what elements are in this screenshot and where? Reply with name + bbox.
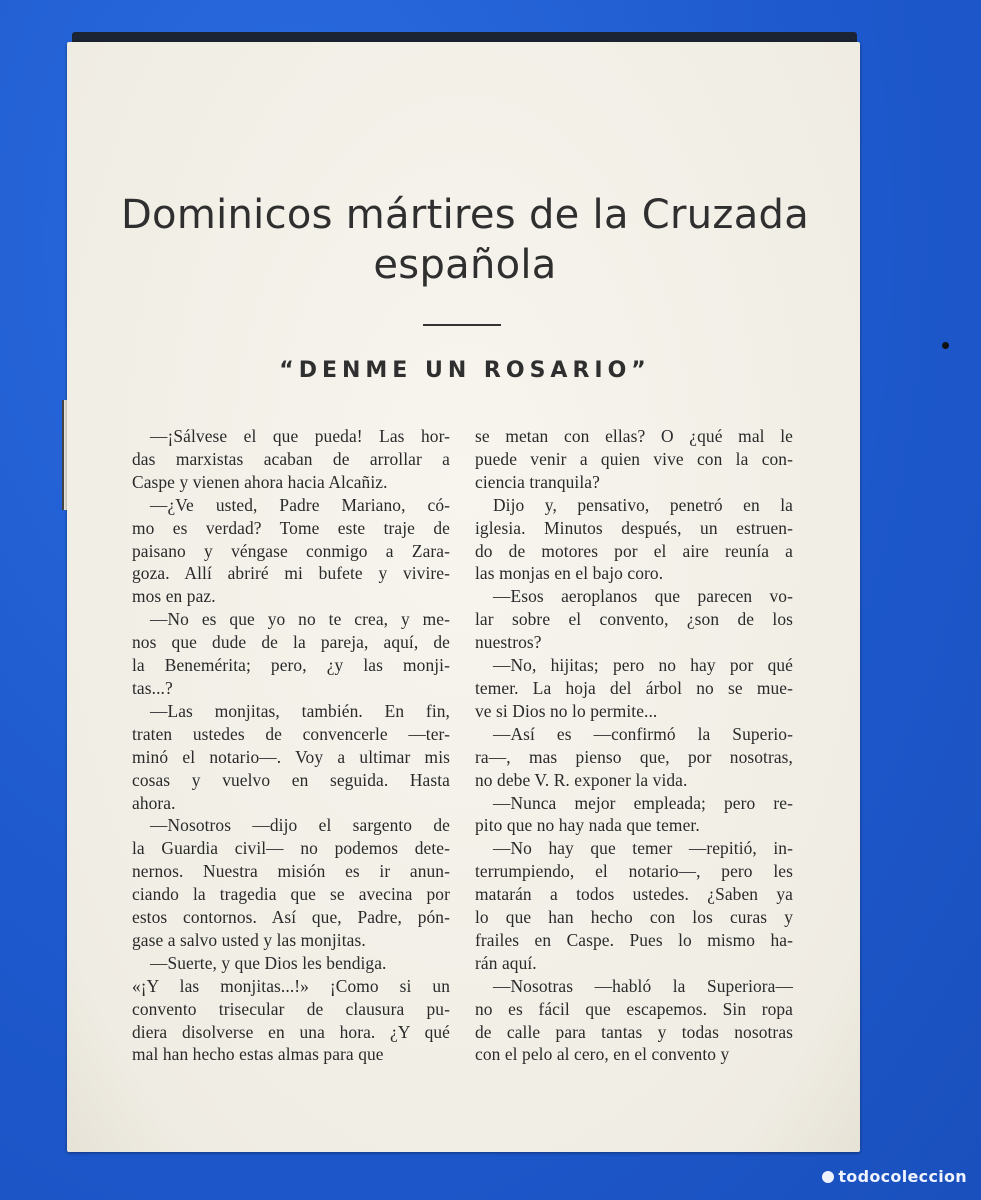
text-line: —Nunca mejor empleada; pero re- [493, 792, 793, 813]
text-line: de calle para tantas y todas nosotras [475, 1021, 793, 1042]
text-line: mos en paz. [132, 586, 216, 607]
text-line: rán aquí. [475, 952, 537, 973]
document-title-line-2: española [373, 242, 557, 288]
text-line: ve si Dios no lo permite... [475, 700, 658, 721]
text-line: no es fácil que escapemos. Sin ropa [475, 998, 793, 1019]
text-line: terrumpiendo, el notario—, pero les [475, 861, 793, 882]
text-line: —Suerte, y que Dios les bendiga. [150, 952, 387, 973]
text-line: —Nosotras —habló la Superiora— [493, 975, 793, 996]
text-line: ra—, mas pienso que, por nosotras, [475, 746, 793, 767]
watermark-logo-icon [822, 1171, 834, 1183]
text-line: ciencia tranquila? [475, 471, 600, 492]
text-line: iglesia. Minutos después, un estruen- [475, 517, 793, 538]
text-line: diera disolverse en una hora. ¿Y qué [132, 1021, 450, 1042]
text-line: ahora. [132, 792, 176, 813]
text-line: traten ustedes de convencerle —ter- [132, 723, 450, 744]
text-line: matarán a todos ustedes. ¿Saben ya [475, 884, 793, 905]
text-line: puede venir a quien vive con la con- [475, 448, 793, 469]
text-line: —Nosotros —dijo el sargento de [150, 815, 450, 836]
text-line: nuestros? [475, 632, 542, 653]
text-line: lar sobre el convento, ¿son de los [475, 609, 793, 630]
text-line: nos que dude de la pareja, aquí, de [132, 632, 450, 653]
text-line: con el pelo al cero, en el convento y [475, 1044, 730, 1065]
text-line: minó el notario—. Voy a ultimar mis [132, 746, 450, 767]
text-line: frailes en Caspe. Pues lo mismo ha- [475, 929, 793, 950]
text-line: convento trisecular de clausura pu- [132, 998, 450, 1019]
text-line: paisano y véngase conmigo a Zara- [132, 540, 450, 561]
text-line: Dijo y, pensativo, penetró en la [493, 494, 793, 515]
text-line: la Guardia civil— no podemos dete- [132, 838, 450, 859]
text-line: ciando la tragedia que se avecina por [132, 884, 450, 905]
text-line: —No es que yo no te crea, y me- [150, 609, 450, 630]
text-line: se metan con ellas? O ¿qué mal le [475, 426, 793, 446]
text-line: cosas y vuelvo en seguida. Hasta [132, 769, 450, 790]
text-line: tas...? [132, 677, 173, 698]
text-line: nernos. Nuestra misión es ir anun- [132, 861, 450, 882]
text-line: lo que han hecho con los curas y [475, 907, 793, 928]
text-line: —Esos aeroplanos que parecen vo- [493, 586, 793, 607]
text-line: mo es verdad? Tome este traje de [132, 517, 450, 538]
text-line: temer. La hoja del árbol no se mue- [475, 677, 793, 698]
text-line: —Las monjitas, también. En fin, [150, 700, 450, 721]
text-line: —¿Ve usted, Padre Mariano, có- [150, 494, 450, 515]
blue-surface-speck [942, 342, 949, 349]
text-line: no debe V. R. exponer la vida. [475, 769, 688, 790]
document-subtitle: “DENME UN ROSARIO” [279, 358, 651, 383]
text-line: «¡Y las monjitas...!» ¡Como si un [132, 975, 450, 996]
text-line: estos contornos. Así que, Padre, pón- [132, 907, 450, 928]
text-line: gase a salvo usted y las monjitas. [132, 929, 366, 950]
text-line: das marxistas acaban de arrollar a [132, 448, 450, 469]
text-line: la Benemérita; pero, ¿y las monji- [132, 655, 450, 676]
watermark [822, 1167, 967, 1186]
left-text-column [132, 425, 450, 1066]
text-line: mal han hecho estas almas para que [132, 1044, 384, 1065]
watermark-text: todocoleccion [838, 1167, 967, 1186]
document-title-line-1: Dominicos mártires de la Cruzada [120, 192, 810, 238]
text-line: —¡Sálvese el que pueda! Las hor- [150, 426, 450, 446]
text-line: —No hay que temer —repitió, in- [493, 838, 793, 859]
text-line: Caspe y vienen ahora hacia Alcañiz. [132, 471, 388, 492]
text-line: —No, hijitas; pero no hay por qué [493, 655, 793, 676]
text-line: do de motores por el aire reunía a [475, 540, 793, 561]
title-divider [423, 324, 501, 326]
text-line: —Así es —confirmó la Superio- [493, 723, 793, 744]
text-line: pito que no hay nada que temer. [475, 815, 700, 836]
text-line: goza. Allí abriré mi bufete y vivire- [132, 563, 450, 584]
right-text-column [475, 425, 793, 1066]
text-line: las monjas en el bajo coro. [475, 563, 664, 584]
